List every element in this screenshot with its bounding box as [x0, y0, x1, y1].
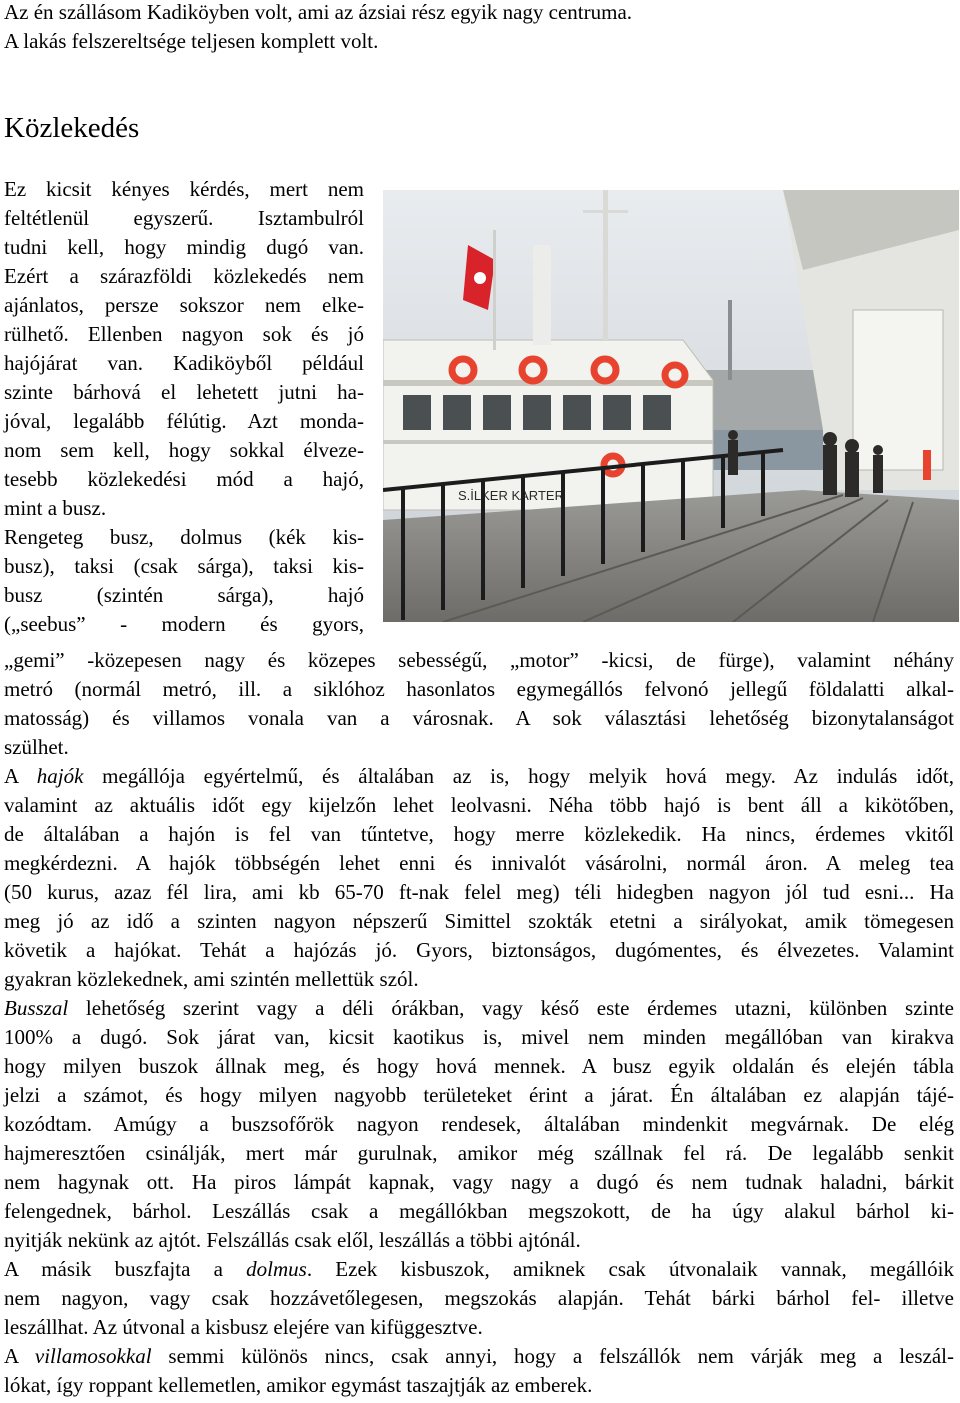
- body-line: hajmeresztően csinálják, mert már gurulnak, amikor még szállnak fel rá. De legalább senkit: [4, 1141, 954, 1165]
- body-line: gyakran közlekednek, ami szintén mellettük szól.: [4, 967, 419, 991]
- body-line: jelzi a számot, és hogy milyen nagyobb területeket érint a járat. Én általában ez alapján tájé-: [4, 1083, 954, 1107]
- column-line: („seebus” - modern és gyors,: [4, 612, 364, 636]
- body-line: megkérdezni. A hajók többségén lehet enni és innivalót vásárolni, normál áron. A meleg tea: [4, 851, 954, 875]
- body-line: metró (normál metró, ill. a siklóhoz hasonlatos egymegállós felvonó jellegű földalatti alkal-: [4, 677, 954, 701]
- column-line: busz (szintén sárga), hajó: [4, 583, 364, 607]
- body-line: felengednek, bárhol. Leszállás csak a megállókban megszokott, de ha úgy alakul bárhol ki-: [4, 1199, 954, 1223]
- body-line: lókat, így roppant kellemetlen, amikor egymást taszajtják az emberek.: [4, 1373, 593, 1397]
- body-text: [4, 646, 954, 1400]
- emphasis-text: Busszal: [4, 996, 69, 1020]
- body-line: leszállhat. Az útvonal a kisbusz elejére van kifüggesztve.: [4, 1315, 483, 1339]
- column-line: ajánlatos, persze sokszor nem elke-: [4, 293, 364, 317]
- body-line: matosság) és villamos vonala van a városnak. A sok választási lehetőség bizonytalanságot: [4, 706, 954, 730]
- column-line: Ez kicsit kényes kérdés, mert nem: [4, 177, 364, 201]
- section-heading: Közlekedés: [4, 112, 140, 144]
- column-line: rülhető. Ellenben nagyon sok és jó: [4, 322, 364, 346]
- ship-name-text: S.İLKER KARTER: [458, 488, 564, 503]
- column-line: mint a busz.: [4, 496, 107, 520]
- body-line: valamint az aktuális időt egy kijelzőn lehet leolvasni. Néha több hajó is bent áll a kikötőben,: [4, 793, 954, 817]
- body-line: szülhet.: [4, 735, 69, 759]
- column-line: Rengeteg busz, dolmus (kék kis-: [4, 525, 364, 549]
- ferry-photo: [383, 190, 959, 622]
- column-line: tesebb közlekedési mód a hajó,: [4, 467, 364, 491]
- column-line: tudni kell, hogy mindig dugó van.: [4, 235, 364, 259]
- body-line: nyitják nekünk az ajtót. Felszállás csak elől, leszállás a többi ajtónál.: [4, 1228, 581, 1252]
- body-line: meg jó az idő a szinten nagyon népszerű Simittel szokták etetni a sirályokat, amik tömegesen: [4, 909, 954, 933]
- column-line: busz), taksi (csak sárga), taksi kis-: [4, 554, 364, 578]
- inline-text: A: [4, 764, 37, 788]
- body-line: hogy milyen buszok állnak meg, és hogy hová mennek. A busz egyik oldalán és elején tábla: [4, 1054, 954, 1078]
- inline-text: megállója egyértelmű, és általában az is, hogy melyik hová megy. Az indulás időt,: [83, 764, 954, 788]
- body-line: [4, 994, 954, 1023]
- column-line: jóval, legalább félútig. Azt monda-: [4, 409, 364, 433]
- column-line: hajójárat van. Kadiköyből például: [4, 351, 364, 375]
- column-line: feltétlenül egyszerű. Isztambulról: [4, 206, 364, 230]
- emphasis-text: hajók: [36, 764, 84, 788]
- intro-line-2: A lakás felszereltsége teljesen komplett volt.: [4, 29, 379, 53]
- wrapped-column: [4, 175, 364, 639]
- column-line: szinte bárhová el lehetett jutni ha-: [4, 380, 364, 404]
- body-line: kozódtam. Amúgy a buszsofőrök nagyon rendesek, általában mindenkit megvárnak. De elég: [4, 1112, 954, 1136]
- body-line: [4, 762, 954, 791]
- column-line: nom sem kell, hogy sokkal élveze-: [4, 438, 364, 462]
- body-line: nem nagyon, vagy csak hozzávetőlegesen, megszokás alapján. Tehát bárki bárhol fel- illetve: [4, 1286, 954, 1310]
- inline-text: . Ezek kisbuszok, amiknek csak útvonalaik vannak, megállóik: [306, 1257, 954, 1281]
- inline-text: A: [4, 1344, 35, 1368]
- intro-line-1: Az én szállásom Kadiköyben volt, ami az ázsiai rész egyik nagy centruma.: [4, 0, 633, 24]
- body-line: „gemi” -közepesen nagy és közepes sebességű, „motor” -kicsi, de fürge), valamint néhány: [4, 648, 954, 672]
- body-line: követik a hajókat. Tehát a hajózás jó. Gyors, biztonságos, dugómentes, és élvezetes. Valamint: [4, 938, 954, 962]
- body-line: de általában a hajón is fel van tűntetve, hogy merre közlekedik. Ha nincs, érdemes vkitől: [4, 822, 954, 846]
- inline-text: semmi különös nincs, csak annyi, hogy a felszállók nem várják meg a leszál-: [151, 1344, 954, 1368]
- emphasis-text: dolmus: [246, 1257, 307, 1281]
- body-line: [4, 1342, 954, 1371]
- inline-text: A másik buszfajta a: [4, 1257, 247, 1281]
- body-line: (50 kurus, azaz fél lira, ami kb 65-70 ft-nak felel meg) téli hidegben nagyon jól tud esni... Ha: [4, 880, 954, 904]
- body-line: [4, 1255, 954, 1284]
- column-line: Ezért a szárazföldi közlekedés nem: [4, 264, 364, 288]
- inline-text: lehetőség szerint vagy a déli órákban, vagy késő este érdemes utazni, különben szinte: [68, 996, 954, 1020]
- emphasis-text: villamosokkal: [34, 1344, 152, 1368]
- body-line: 100% a dugó. Sok járat van, kicsit kaotikus is, mivel nem minden megállóban van kirakva: [4, 1025, 954, 1049]
- body-line: nem hagynak ott. Ha piros lámpát kapnak, vagy nagy a dugó és nem tudnak haladni, bárkit: [4, 1170, 954, 1194]
